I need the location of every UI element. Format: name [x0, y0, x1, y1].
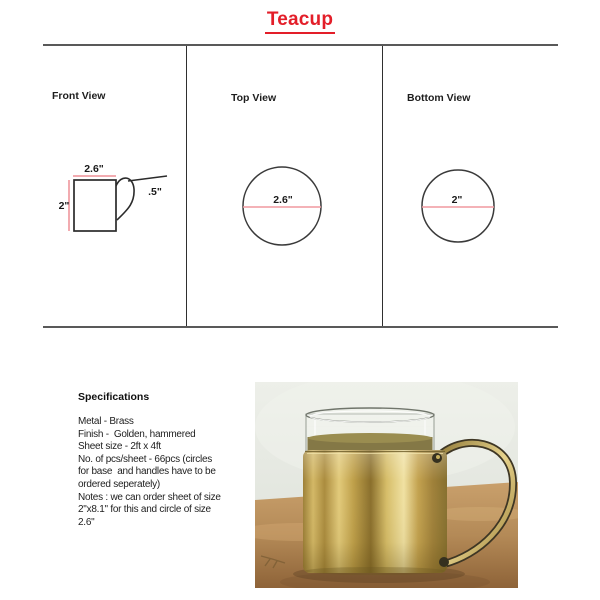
front-height-dimension: 2": [58, 200, 70, 212]
cup-body-outline: [74, 180, 116, 231]
views-table: [43, 44, 558, 328]
top-view-label: Top View: [231, 92, 277, 104]
specifications-block: [78, 391, 268, 529]
handle-dimension: .5": [148, 186, 162, 198]
spec-line: 2"x8.1" for this and circle of size: [78, 504, 211, 516]
specifications-heading: Specifications: [78, 391, 150, 403]
front-width-dimension: 2.6": [84, 163, 104, 175]
handle-leader-line: [128, 176, 167, 181]
product-photo: [255, 382, 518, 588]
spec-line: ordered seperately): [78, 478, 160, 490]
top-view-cell: [186, 46, 382, 326]
spec-line: Notes : we can order sheet of size: [78, 491, 221, 503]
cup-handle-outline: [116, 178, 134, 220]
bottom-view-cell: [382, 46, 558, 326]
front-view-drawing: [43, 46, 186, 322]
spec-line: 2.6": [78, 516, 95, 528]
spec-line: No. of pcs/sheet - 66pcs (circles: [78, 453, 213, 465]
bottom-view-drawing: [383, 46, 557, 322]
front-view-cell: [43, 46, 186, 326]
spec-line: Sheet size - 2ft x 4ft: [78, 441, 161, 453]
title-area: [0, 9, 600, 34]
spec-line: Metal - Brass: [78, 416, 134, 427]
spec-line: Finish - Golden, hammered: [78, 428, 196, 440]
bottom-diameter-dimension: 2": [451, 194, 463, 206]
top-view-drawing: [187, 46, 382, 322]
front-view-label: Front View: [52, 90, 106, 102]
bottom-view-label: Bottom View: [407, 92, 471, 104]
spec-line: for base and handles have to be: [78, 466, 216, 478]
top-view-circle: [243, 167, 321, 245]
bottom-view-circle: [422, 170, 494, 242]
top-diameter-dimension: 2.6": [273, 194, 293, 206]
page-title: Teacup: [265, 9, 335, 34]
handle-bottom-clip: [439, 557, 449, 567]
